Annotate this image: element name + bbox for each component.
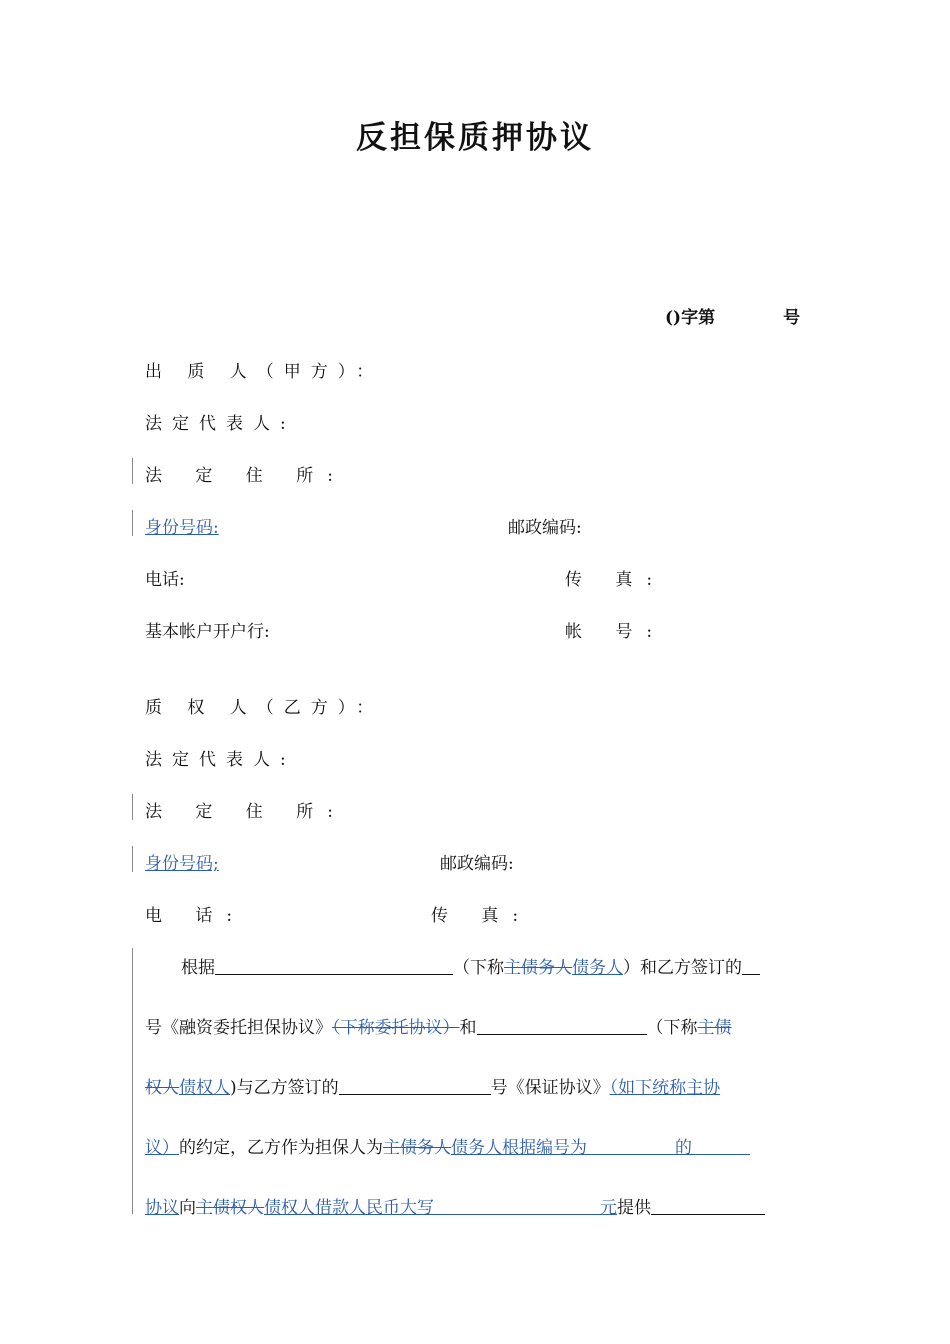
- change-bar: [132, 846, 133, 872]
- party-a-heading: 出 质 人（甲方）：: [145, 362, 384, 382]
- document-number: [665, 303, 800, 328]
- party-b-phone: 电 话:: [145, 906, 247, 926]
- change-bar: [132, 510, 133, 536]
- blank-field: [742, 957, 760, 975]
- body-line-2: 号《融资委托担保协议》（下称委托协议）和 （下称主债: [145, 1018, 732, 1038]
- blank-field: [587, 1137, 675, 1155]
- blank-field: [434, 1197, 600, 1215]
- body-line-1: 根据 （下称主债务人债务人）和乙方签订的: [145, 953, 760, 978]
- party-b-fax: 传 真:: [431, 906, 533, 926]
- party-a-account: 帐 号:: [565, 622, 667, 642]
- body-line-4: 议）的约定，乙方作为担保人为主债务人债务人根据编号为 的: [145, 1133, 750, 1158]
- blank-field: [215, 957, 453, 975]
- change-bar: [132, 458, 133, 484]
- party-a-fax: 传 真:: [565, 570, 667, 590]
- blank-field: [339, 1077, 491, 1095]
- party-a-bank: 基本帐户开户行:: [145, 622, 270, 642]
- party-a-phone: 电话:: [145, 570, 185, 590]
- blank-field: [477, 1017, 647, 1035]
- change-bar: [132, 794, 133, 820]
- blank-field: [692, 1137, 750, 1155]
- doc-number-suffix: 号: [783, 308, 801, 328]
- party-b-id-number: 身份号码;: [145, 854, 219, 874]
- body-line-5: 协议向主债权人债权人借款人民币大写 元提供: [145, 1193, 765, 1218]
- page-title: 反担保质押协议: [356, 120, 594, 156]
- party-a-id-number: 身份号码:: [145, 518, 219, 538]
- doc-number-prefix: ()字第: [665, 308, 716, 328]
- party-b-postal-code: 邮政编码:: [440, 854, 514, 874]
- party-a-postal-code: 邮政编码:: [508, 518, 582, 538]
- change-bar: [132, 948, 133, 1214]
- party-a-address: 法 定 住 所:: [145, 466, 347, 486]
- party-b-legal-rep: 法定代表人:: [145, 750, 296, 770]
- party-b-heading: 质 权 人（乙方）：: [145, 698, 384, 718]
- party-b-address: 法 定 住 所:: [145, 802, 347, 822]
- party-a-legal-rep: 法定代表人:: [145, 414, 296, 434]
- blank-field: [651, 1197, 765, 1215]
- body-line-3: 权人债权人)与乙方签订的 号《保证协议》（如下统称主协: [145, 1078, 721, 1098]
